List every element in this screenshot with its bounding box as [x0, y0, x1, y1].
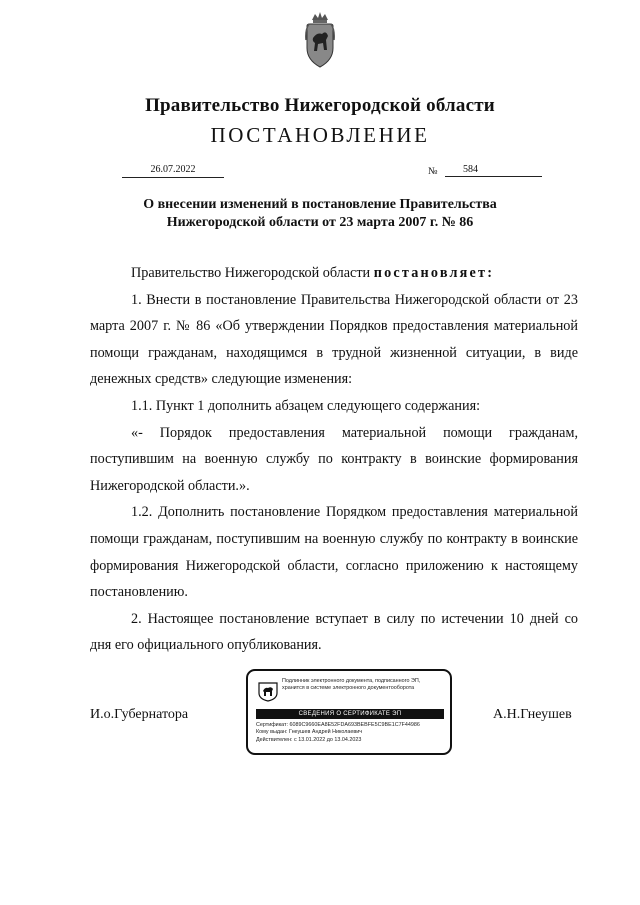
certificate-owner: Кому выдан: Гнеушев Андрей Николаевич [256, 729, 363, 736]
stamp-header [282, 678, 446, 692]
organization-title: Правительство Нижегородской области [145, 95, 495, 116]
coat-of-arms-icon [305, 10, 335, 72]
subject-line-2: Нижегородской области от 23 марта 2007 г. № 86 [166, 215, 474, 230]
paragraph-1-1: 1.1. Пункт 1 дополнить абзацем следующего содержания: [131, 397, 481, 414]
paragraph-1-2: 1.2. Дополнить постановление Порядком предоставления материальной помощи гражданам, поступившим на военную службу по контракту в воинские формирования Нижегородской области, согласно приложению к настоящему постановлению. [90, 504, 578, 601]
document-subject [90, 196, 550, 232]
paragraph-2: 2. Настоящее постановление вступает в силу по истечении 10 дней со дня его официального опубликования. [90, 610, 578, 654]
certificate-number: Сертификат: 6089C9660EA8E52FDA693BEBFE5C9BE1C7F44986 [256, 722, 420, 728]
document-body [90, 260, 578, 659]
intro-paragraph [90, 260, 578, 287]
document-number: 584 [445, 164, 542, 177]
number-label: № [428, 166, 438, 177]
subject-line-1: О внесении изменений в постановление Правительства [143, 197, 497, 212]
document-date: 26.07.2022 [122, 164, 224, 178]
stamp-header-line-1: Подлинник электронного документа, подписанного ЭП, [282, 678, 421, 684]
paragraph-1-1-quote: «- Порядок предоставления материальной помощи гражданам, поступившим на военную службу по контракту в воинские формирования Нижегородской области.». [90, 424, 578, 494]
intro-text: Правительство Нижегородской области [131, 265, 374, 281]
emblem-icon [258, 680, 278, 702]
intro-verb: постановляет: [373, 265, 495, 281]
document-type: ПОСТАНОВЛЕНИЕ [210, 123, 430, 147]
certificate-validity: Действителен: с 13.01.2022 до 13.04.2023 [256, 736, 362, 743]
signatory-name: А.Н.Гнеушев [493, 707, 572, 722]
paragraph-1: 1. Внести в постановление Правительства Нижегородской области от 23 марта 2007 г. № 86 «Об утверждении Порядков предоставления материальной помощи гражданам, находящимся в трудной жизненной ситуации, в виде денежных средств» следующие изменения: [90, 291, 578, 388]
electronic-signature-stamp [246, 669, 452, 755]
stamp-details [256, 722, 446, 744]
stamp-title: СВЕДЕНИЯ О СЕРТИФИКАТЕ ЭП [256, 709, 444, 719]
stamp-header-line-2: хранится в системе электронного документооборота [282, 685, 415, 691]
signatory-position: И.о.Губернатора [90, 707, 189, 722]
